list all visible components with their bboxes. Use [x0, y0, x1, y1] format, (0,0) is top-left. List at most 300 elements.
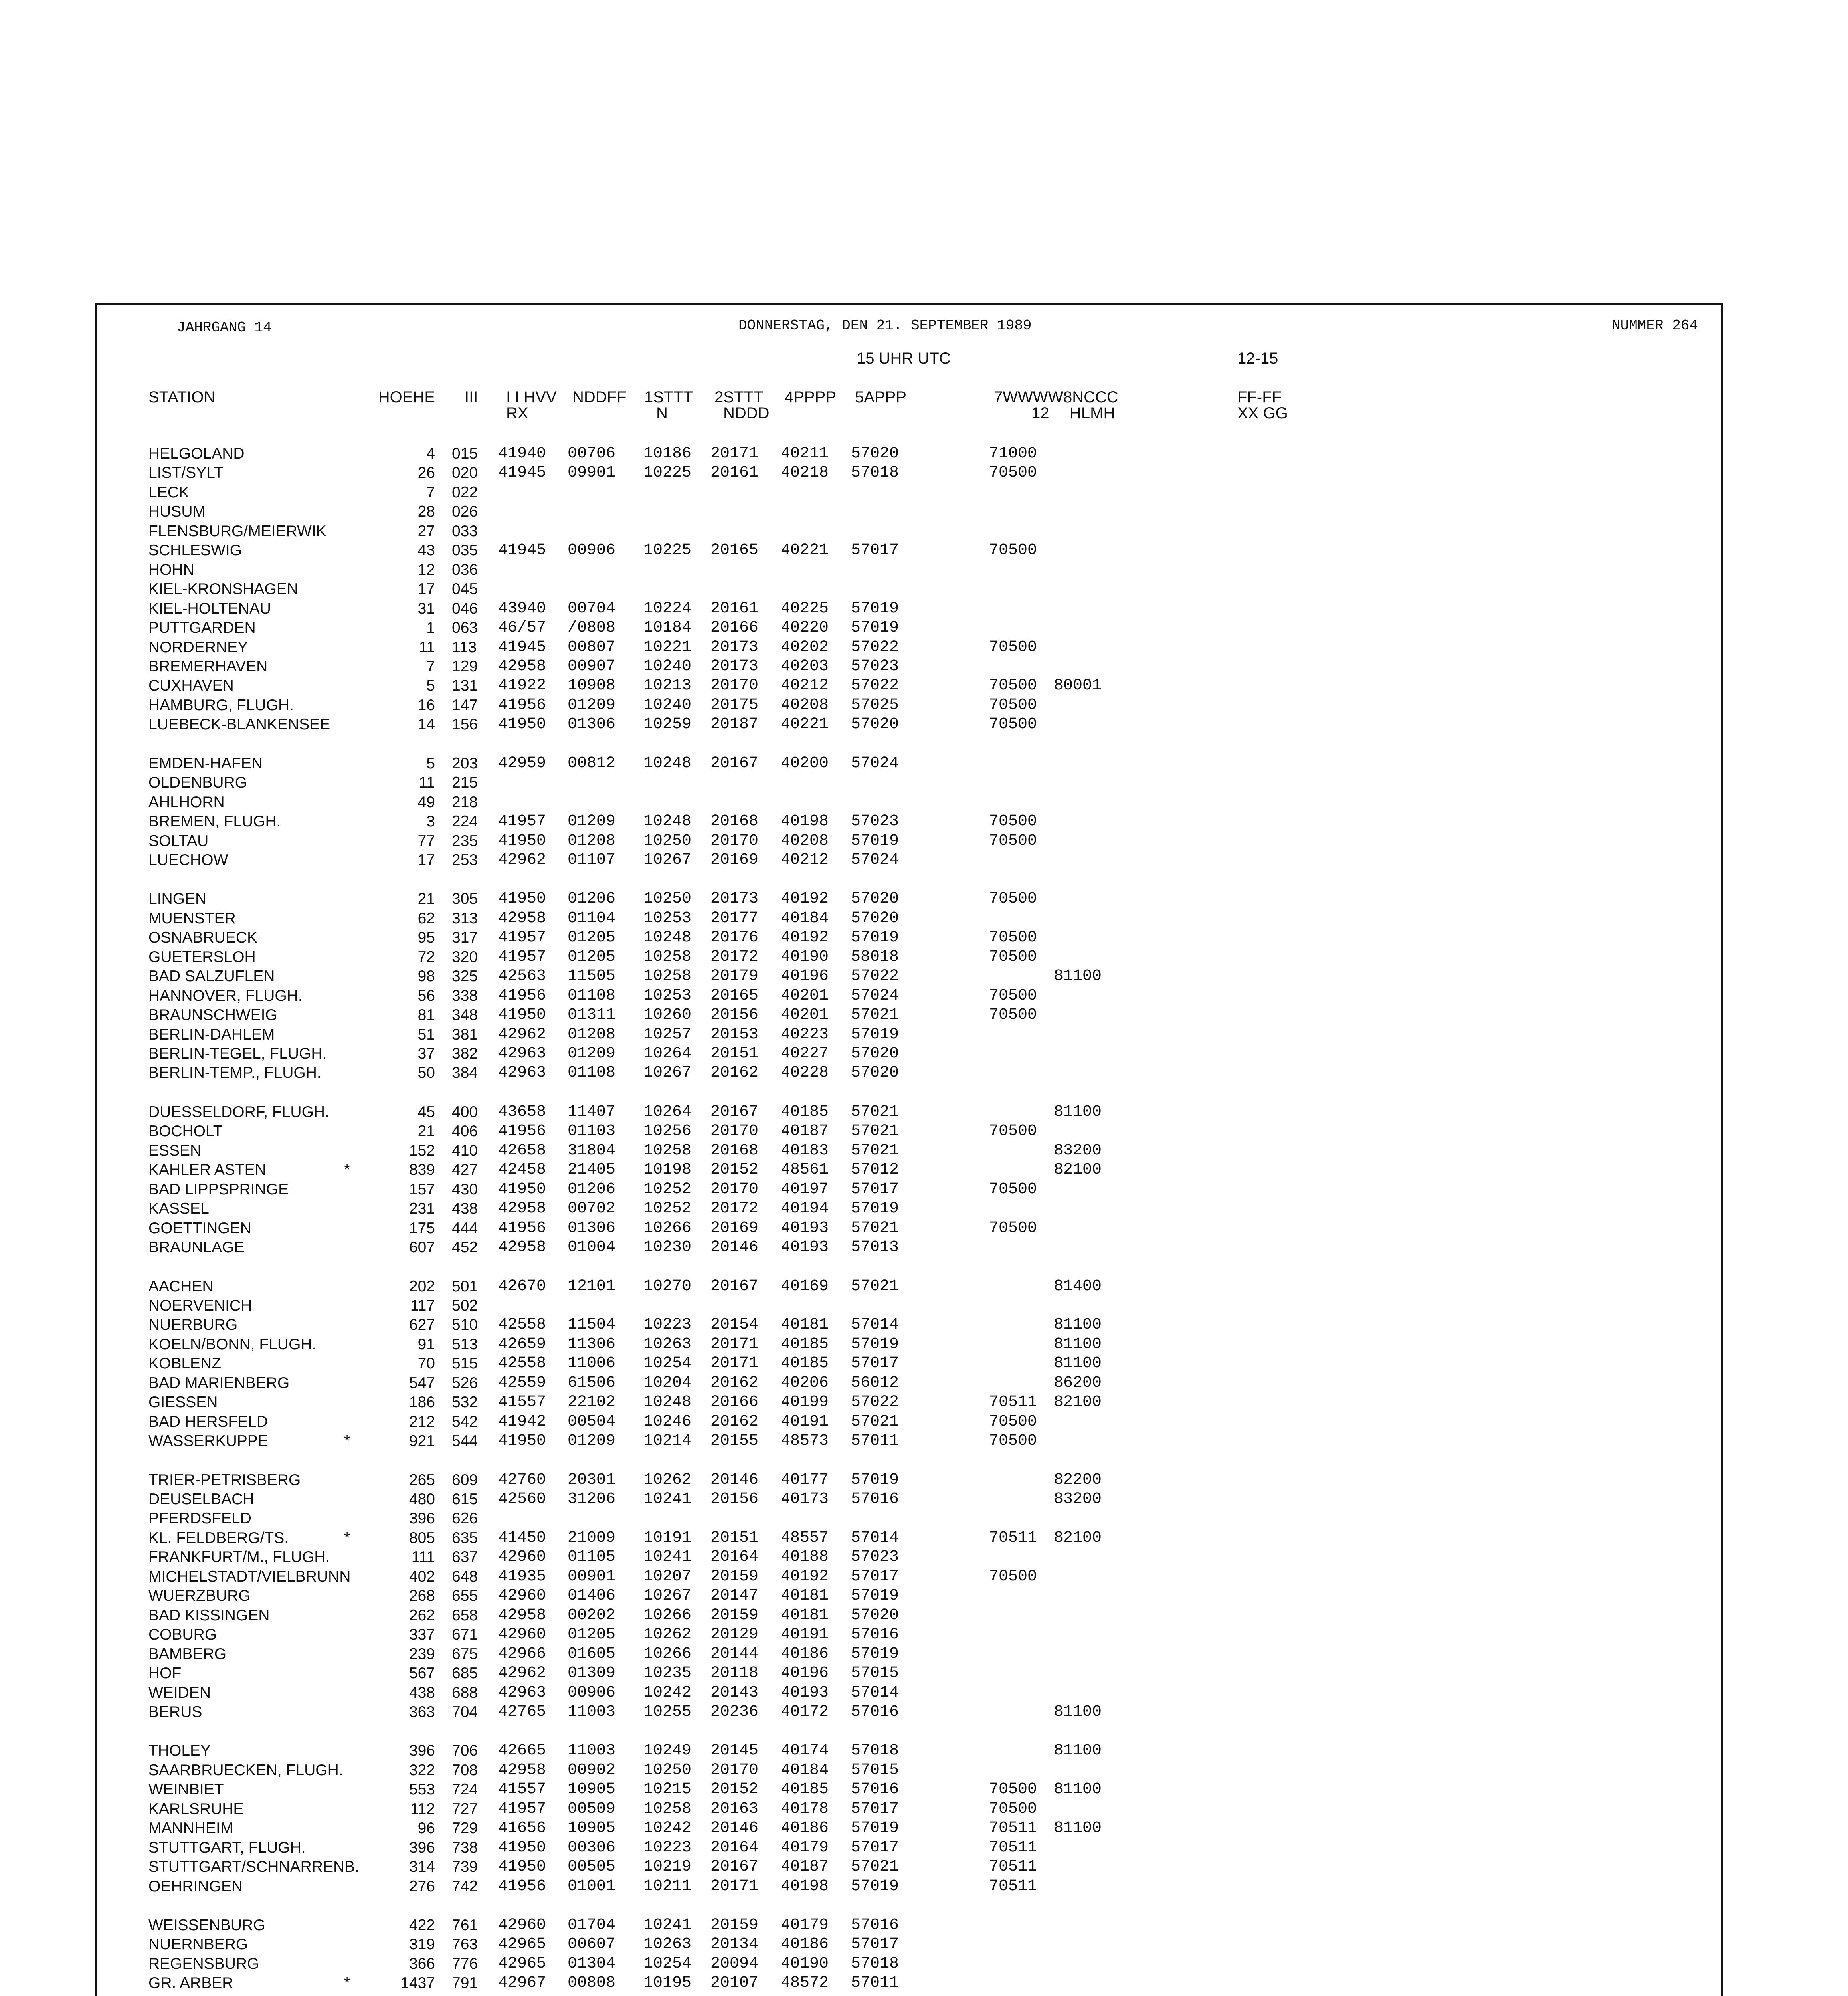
station-name: MUENSTER — [148, 910, 236, 927]
code-group-1: 46/57 — [498, 619, 546, 637]
code-group-5: 40187 — [781, 1858, 829, 1876]
col-g8-bot: HLMH — [1070, 404, 1115, 422]
station-iii: 738 — [452, 1839, 478, 1856]
code-group-2: 11006 — [568, 1354, 616, 1372]
code-group-2: 22102 — [568, 1393, 616, 1411]
station-iii: 406 — [452, 1123, 478, 1140]
station-hoehe: 26 — [417, 464, 435, 481]
code-group-6: 57011 — [851, 1432, 899, 1450]
code-group-6: 57012 — [851, 1161, 899, 1179]
code-group-5: 40218 — [781, 464, 829, 482]
station-iii: 626 — [452, 1510, 478, 1527]
code-group-2: 01605 — [568, 1645, 616, 1663]
code-group-4: 20134 — [710, 1935, 759, 1953]
code-group-3: 10211 — [643, 1877, 692, 1895]
code-group-3: 10256 — [643, 1122, 692, 1140]
code-group-2: 01209 — [568, 1432, 616, 1450]
station-iii: 688 — [452, 1684, 478, 1701]
code-group-6: 57019 — [851, 1026, 899, 1044]
code-group-6: 57020 — [851, 1606, 899, 1624]
station-hoehe: 72 — [417, 948, 435, 966]
code-group-4: 20156 — [710, 1006, 759, 1024]
code-group-7: 70511 — [989, 1839, 1037, 1857]
station-iii: 739 — [452, 1858, 478, 1875]
station-name: CUXHAVEN — [148, 677, 234, 694]
code-group-4: 20167 — [710, 1103, 759, 1121]
station-name: KOELN/BONN, FLUGH. — [148, 1336, 317, 1353]
code-group-6: 57020 — [851, 445, 899, 463]
code-group-2: 01209 — [568, 812, 616, 830]
table-row — [0, 1761, 1848, 1780]
col-g7-bot: 12 — [1031, 404, 1049, 422]
code-group-2: 11003 — [568, 1742, 616, 1760]
code-group-1: 41557 — [498, 1393, 546, 1411]
code-group-5: 40201 — [781, 987, 829, 1005]
code-group-6: 57017 — [851, 1800, 899, 1818]
table-row — [0, 1160, 1848, 1180]
code-group-4: 20146 — [710, 1819, 759, 1837]
code-group-2: 01209 — [568, 696, 616, 714]
code-group-3: 10253 — [643, 987, 692, 1005]
code-group-3: 10266 — [643, 1645, 692, 1663]
code-group-1: 42960 — [498, 1626, 546, 1644]
station-iii: 033 — [452, 523, 478, 540]
table-row — [0, 773, 1848, 792]
code-group-3: 10207 — [643, 1568, 692, 1586]
code-group-2: 21405 — [568, 1161, 616, 1179]
station-hoehe: 5 — [426, 755, 435, 772]
code-group-5: 40185 — [781, 1103, 829, 1121]
station-name: KASSEL — [148, 1200, 209, 1217]
station-name: SCHLESWIG — [148, 542, 242, 559]
station-hoehe: 98 — [417, 968, 435, 985]
station-hoehe: 553 — [409, 1781, 435, 1798]
code-group-1: 42966 — [498, 1645, 546, 1663]
station-iii: 215 — [452, 774, 478, 791]
code-group-3: 10254 — [643, 1955, 692, 1973]
code-group-2: 00807 — [568, 638, 616, 656]
code-group-7: 70500 — [989, 1219, 1037, 1237]
station-name: KARLSRUHE — [148, 1800, 244, 1818]
station-iii: 502 — [452, 1297, 478, 1314]
code-group-3: 10266 — [643, 1606, 692, 1624]
code-group-3: 10266 — [643, 1219, 692, 1237]
code-group-7: 70500 — [989, 696, 1037, 714]
code-group-6: 58018 — [851, 948, 899, 966]
code-group-4: 20173 — [710, 638, 759, 656]
station-hoehe: 314 — [409, 1858, 435, 1875]
code-group-8: 82200 — [1054, 1471, 1102, 1489]
station-iii: 675 — [452, 1646, 478, 1663]
col-hoehe: HOEHE — [378, 388, 435, 406]
code-group-6: 57015 — [851, 1761, 899, 1779]
code-group-7: 70511 — [989, 1858, 1037, 1876]
code-group-4: 20171 — [710, 1877, 759, 1895]
col-g6: 5APPP — [855, 388, 906, 406]
table-row — [0, 657, 1848, 676]
code-group-5: 40190 — [781, 1955, 829, 1973]
code-group-6: 57017 — [851, 1180, 899, 1198]
code-group-4: 20147 — [710, 1587, 759, 1605]
code-group-7: 70500 — [989, 464, 1037, 482]
station-iii: 035 — [452, 542, 478, 559]
station-name: DEUSELBACH — [148, 1491, 254, 1508]
station-name: BRAUNSCHWEIG — [148, 1006, 277, 1024]
table-row — [0, 1374, 1848, 1393]
code-group-1: 41945 — [498, 541, 546, 559]
code-group-8: 83200 — [1054, 1490, 1102, 1508]
station-iii: 427 — [452, 1161, 478, 1178]
code-group-6: 57017 — [851, 1354, 899, 1372]
code-group-3: 10252 — [643, 1200, 692, 1218]
mountain-station-mark: * — [344, 1974, 350, 1992]
col-g9-bot: XX GG — [1237, 404, 1288, 422]
code-group-4: 20146 — [710, 1238, 759, 1256]
station-hoehe: 175 — [409, 1220, 435, 1237]
station-hoehe: 157 — [409, 1181, 435, 1198]
code-group-5: 40196 — [781, 967, 829, 985]
code-group-2: 00907 — [568, 657, 616, 675]
code-group-7: 70511 — [989, 1393, 1037, 1411]
table-row — [0, 832, 1848, 851]
station-name: LECK — [148, 484, 189, 501]
station-iii: 444 — [452, 1220, 478, 1237]
code-group-1: 42458 — [498, 1161, 546, 1179]
code-group-4: 20168 — [710, 1142, 759, 1160]
station-name: BAD KISSINGEN — [148, 1607, 270, 1624]
code-group-5: 40208 — [781, 696, 829, 714]
code-group-6: 57021 — [851, 1103, 899, 1121]
station-hoehe: 45 — [417, 1103, 435, 1121]
station-iii: 727 — [452, 1800, 478, 1818]
station-hoehe: 396 — [409, 1742, 435, 1759]
code-group-4: 20187 — [710, 715, 759, 733]
code-group-3: 10264 — [643, 1103, 692, 1121]
station-hoehe: 480 — [409, 1491, 435, 1508]
station-iii: 147 — [452, 697, 478, 714]
code-group-3: 10263 — [643, 1935, 692, 1953]
code-group-3: 10204 — [643, 1374, 692, 1392]
code-group-7: 70500 — [989, 1800, 1037, 1818]
code-group-1: 42558 — [498, 1354, 546, 1372]
station-name: STUTTGART/SCHNARRENB. — [148, 1858, 359, 1875]
code-group-2: /0808 — [568, 619, 616, 637]
station-name: GOETTINGEN — [148, 1220, 251, 1237]
volume-label: JAHRGANG 14 — [177, 319, 272, 336]
station-iii: 348 — [452, 1006, 478, 1024]
station-hoehe: 95 — [417, 929, 435, 946]
code-group-1: 41957 — [498, 812, 546, 830]
code-group-6: 57019 — [851, 600, 899, 618]
station-iii: 320 — [452, 948, 478, 966]
station-name: AHLHORN — [148, 794, 225, 811]
station-iii: 544 — [452, 1432, 478, 1449]
station-hoehe: 337 — [409, 1626, 435, 1643]
table-row — [0, 1219, 1848, 1238]
code-group-7: 70511 — [989, 1819, 1037, 1837]
station-name: BERLIN-DAHLEM — [148, 1026, 275, 1043]
station-name: FRANKFURT/M., FLUGH. — [148, 1548, 330, 1566]
code-group-5: 40221 — [781, 715, 829, 733]
code-group-3: 10186 — [643, 445, 692, 463]
code-group-2: 00906 — [568, 541, 616, 559]
code-group-3: 10250 — [643, 832, 692, 850]
station-hoehe: 56 — [417, 987, 435, 1004]
col-g8-top: 8NCCC — [1063, 388, 1118, 406]
station-iii: 724 — [452, 1781, 478, 1798]
code-group-3: 10250 — [643, 890, 692, 908]
code-group-4: 20164 — [710, 1548, 759, 1566]
station-hoehe: 547 — [409, 1374, 435, 1392]
col-g3-bot: N — [656, 404, 668, 422]
station-name: BERLIN-TEMP., FLUGH. — [148, 1064, 321, 1081]
station-iii: 708 — [452, 1762, 478, 1779]
code-group-2: 01105 — [568, 1548, 616, 1566]
code-group-3: 10191 — [643, 1529, 692, 1547]
code-group-1: 42560 — [498, 1490, 546, 1508]
code-group-3: 10263 — [643, 1335, 692, 1353]
code-group-2: 01206 — [568, 890, 616, 908]
code-group-1: 42958 — [498, 909, 546, 927]
code-group-5: 40190 — [781, 948, 829, 966]
station-hoehe: 91 — [417, 1336, 435, 1353]
table-row — [0, 948, 1848, 967]
station-iii: 400 — [452, 1103, 478, 1121]
code-group-4: 20170 — [710, 832, 759, 850]
station-name: BRAUNLAGE — [148, 1239, 245, 1256]
code-group-6: 57019 — [851, 1587, 899, 1605]
table-row — [0, 909, 1848, 928]
table-row — [0, 1664, 1848, 1683]
table-row — [0, 580, 1848, 599]
code-group-7: 70500 — [989, 677, 1037, 695]
code-group-4: 20144 — [710, 1645, 759, 1663]
station-name: BERLIN-TEGEL, FLUGH. — [148, 1045, 327, 1062]
station-iii: 113 — [452, 639, 477, 656]
code-group-4: 20169 — [710, 851, 759, 869]
code-group-5: 48561 — [781, 1161, 829, 1179]
station-iii: 253 — [452, 851, 478, 869]
issue-number: NUMMER 264 — [1612, 317, 1698, 334]
station-hoehe: 363 — [409, 1703, 435, 1721]
station-iii: 381 — [452, 1026, 478, 1043]
table-row — [0, 676, 1848, 695]
code-group-6: 57019 — [851, 1819, 899, 1837]
station-iii: 382 — [452, 1045, 478, 1062]
station-name: WASSERKUPPE — [148, 1432, 268, 1449]
code-group-2: 21009 — [568, 1529, 616, 1547]
code-group-5: 40203 — [781, 657, 829, 675]
code-group-4: 20159 — [710, 1606, 759, 1624]
code-group-5: 40212 — [781, 851, 829, 869]
code-group-2: 01206 — [568, 1180, 616, 1198]
code-group-8: 80001 — [1054, 677, 1102, 695]
code-group-1: 43940 — [498, 600, 546, 618]
station-name: MANNHEIM — [148, 1820, 233, 1837]
code-group-2: 01704 — [568, 1916, 616, 1934]
station-hoehe: 202 — [409, 1278, 435, 1295]
station-iii: 609 — [452, 1471, 478, 1489]
code-group-1: 42958 — [498, 1200, 546, 1218]
table-row — [0, 444, 1848, 463]
code-group-6: 57020 — [851, 715, 899, 733]
code-group-5: 40194 — [781, 1200, 829, 1218]
code-group-8: 81100 — [1054, 1103, 1102, 1121]
table-row — [0, 1277, 1848, 1296]
code-group-6: 57014 — [851, 1529, 899, 1547]
code-group-2: 00202 — [568, 1606, 616, 1624]
station-iii: 763 — [452, 1936, 478, 1953]
station-name: FLENSBURG/MEIERWIK — [148, 523, 326, 540]
code-group-5: 48557 — [781, 1529, 829, 1547]
code-group-6: 57014 — [851, 1316, 899, 1334]
code-group-5: 48572 — [781, 1974, 829, 1992]
code-group-2: 01004 — [568, 1238, 616, 1256]
code-group-5: 40192 — [781, 929, 829, 947]
code-group-1: 42658 — [498, 1142, 546, 1160]
table-row — [0, 1703, 1848, 1722]
code-group-1: 42965 — [498, 1935, 546, 1953]
table-row — [0, 696, 1848, 715]
code-group-2: 00505 — [568, 1858, 616, 1876]
code-group-2: 00706 — [568, 445, 616, 463]
code-group-4: 20176 — [710, 929, 759, 947]
station-hoehe: 438 — [409, 1684, 435, 1701]
code-group-3: 10258 — [643, 948, 692, 966]
station-hoehe: 4 — [426, 445, 435, 462]
code-group-5: 40200 — [781, 754, 829, 772]
table-row — [0, 1199, 1848, 1218]
code-group-6: 57019 — [851, 1471, 899, 1489]
code-group-3: 10259 — [643, 715, 692, 733]
code-group-6: 57017 — [851, 1568, 899, 1586]
code-group-4: 20129 — [710, 1626, 759, 1644]
code-group-1: 41950 — [498, 1006, 546, 1024]
code-group-3: 10248 — [643, 1393, 692, 1411]
code-group-5: 40220 — [781, 619, 829, 637]
station-hoehe: 805 — [409, 1529, 435, 1547]
mountain-station-mark: * — [344, 1161, 350, 1178]
table-row — [0, 1180, 1848, 1199]
code-group-1: 42965 — [498, 1955, 546, 1973]
code-group-2: 10905 — [568, 1819, 616, 1837]
code-group-6: 57019 — [851, 1877, 899, 1895]
code-group-3: 10258 — [643, 1142, 692, 1160]
code-group-5: 40172 — [781, 1703, 829, 1721]
code-group-1: 41950 — [498, 1858, 546, 1876]
code-group-2: 00808 — [568, 1974, 616, 1992]
code-group-3: 10260 — [643, 1006, 692, 1024]
station-iii: 022 — [452, 484, 478, 501]
station-iii: 452 — [452, 1239, 478, 1256]
code-group-6: 57016 — [851, 1626, 899, 1644]
station-iii: 026 — [452, 503, 478, 520]
station-iii: 045 — [452, 580, 478, 598]
code-group-1: 41950 — [498, 832, 546, 850]
station-hoehe: 7 — [426, 484, 435, 501]
table-row — [0, 1044, 1848, 1063]
table-row — [0, 541, 1848, 560]
code-group-5: 40193 — [781, 1684, 829, 1702]
station-name: KAHLER ASTEN — [148, 1161, 266, 1178]
code-group-4: 20094 — [710, 1955, 759, 1973]
code-group-6: 57017 — [851, 541, 899, 559]
station-hoehe: 112 — [410, 1800, 435, 1818]
code-group-1: 42963 — [498, 1684, 546, 1702]
code-group-8: 82100 — [1054, 1161, 1102, 1179]
code-group-1: 41956 — [498, 1219, 546, 1237]
code-group-7: 70500 — [989, 715, 1037, 733]
code-group-4: 20151 — [710, 1529, 759, 1547]
station-name: THOLEY — [148, 1742, 211, 1759]
code-group-1: 42765 — [498, 1703, 546, 1721]
code-group-2: 10905 — [568, 1780, 616, 1798]
code-group-2: 01104 — [568, 909, 616, 927]
code-group-4: 20161 — [710, 600, 759, 618]
station-name: BAD SALZUFLEN — [148, 968, 275, 985]
station-iii: 729 — [452, 1820, 478, 1837]
code-group-4: 20169 — [710, 1219, 759, 1237]
code-group-3: 10240 — [643, 696, 692, 714]
col-iii: III — [465, 388, 478, 406]
station-iii: 338 — [452, 987, 478, 1004]
code-group-6: 57022 — [851, 1393, 899, 1411]
station-name: WEINBIET — [148, 1781, 224, 1798]
code-group-3: 10267 — [643, 851, 692, 869]
code-group-4: 20171 — [710, 445, 759, 463]
code-group-1: 42665 — [498, 1742, 546, 1760]
station-name: BREMEN, FLUGH. — [148, 813, 281, 830]
station-hoehe: 96 — [417, 1820, 435, 1837]
code-group-4: 20118 — [710, 1664, 759, 1682]
code-group-6: 57017 — [851, 1839, 899, 1857]
station-hoehe: 231 — [409, 1200, 435, 1217]
code-group-7: 70500 — [989, 1780, 1037, 1798]
station-name: HAMBURG, FLUGH. — [148, 697, 294, 714]
table-row — [0, 1315, 1848, 1335]
code-group-3: 10219 — [643, 1858, 692, 1876]
code-group-1: 41935 — [498, 1568, 546, 1586]
station-name: BAD LIPPSPRINGE — [148, 1181, 289, 1198]
col-g1-bot: RX — [506, 404, 528, 422]
station-name: EMDEN-HAFEN — [148, 755, 263, 772]
station-hoehe: 14 — [417, 716, 435, 733]
code-group-2: 11505 — [568, 967, 616, 985]
code-group-6: 57019 — [851, 1335, 899, 1353]
code-group-5: 40196 — [781, 1664, 829, 1682]
code-group-1: 41945 — [498, 464, 546, 482]
station-name: PUTTGARDEN — [148, 619, 256, 636]
station-hoehe: 17 — [417, 851, 435, 869]
code-group-3: 10230 — [643, 1238, 692, 1256]
station-hoehe: 268 — [409, 1587, 435, 1604]
table-row — [0, 1741, 1848, 1760]
code-group-3: 10224 — [643, 600, 692, 618]
code-group-2: 20301 — [568, 1471, 616, 1489]
station-hoehe: 839 — [409, 1161, 435, 1178]
code-group-5: 40198 — [781, 812, 829, 830]
station-name: TRIER-PETRISBERG — [148, 1471, 301, 1489]
station-iii: 020 — [452, 464, 478, 481]
station-hoehe: 322 — [409, 1762, 435, 1779]
code-group-1: 41956 — [498, 696, 546, 714]
code-group-8: 81100 — [1054, 967, 1102, 985]
code-group-2: 01107 — [568, 851, 616, 869]
table-row — [0, 502, 1848, 521]
table-row — [0, 1529, 1848, 1548]
code-group-2: 11407 — [568, 1103, 616, 1121]
code-group-6: 57014 — [851, 1684, 899, 1702]
